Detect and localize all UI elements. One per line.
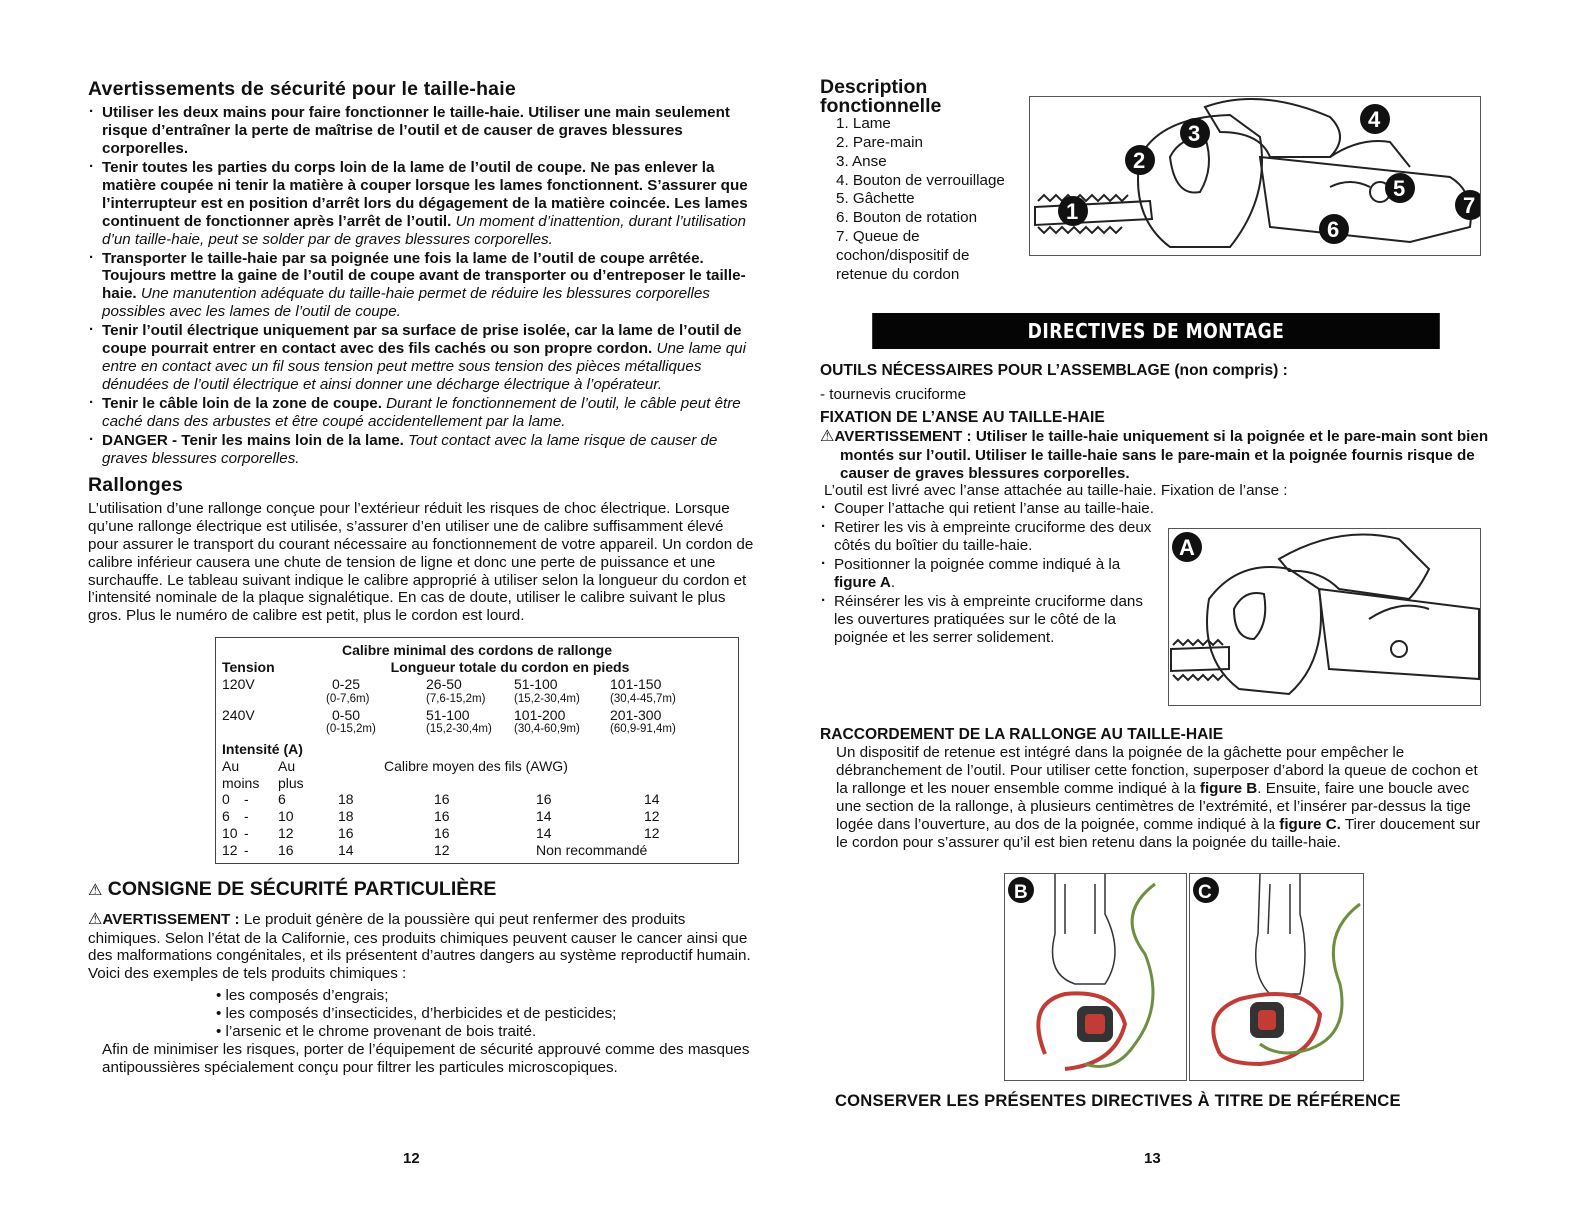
tension-label: Tension xyxy=(222,659,275,676)
description-title-line2: fonctionnelle xyxy=(820,94,942,117)
table-cell: 0-25 xyxy=(332,675,361,692)
raccordement-text-2: . Ensuite, faire une boucle avec une section de la rallonge, à plusieurs centimètres de l’extrémité, et l’insérer par-dessus la tige logée dans l’ouverture, au dos de la poignée, comme indiqué à la xyxy=(836,780,1471,834)
figure-a-label: A xyxy=(1179,535,1195,560)
table-cell: 0 xyxy=(222,791,230,808)
callout-2-label: 2 xyxy=(1133,148,1146,173)
table-row xyxy=(220,659,734,676)
table-cell: 14 xyxy=(536,808,552,825)
list-item: · Retirer les vis à empreinte cruciforme des deux côtés du boîtier du taille-haie. xyxy=(820,519,1160,555)
fixation-steps xyxy=(820,500,1160,647)
cord-table-grid xyxy=(220,659,734,859)
figure-c-label: C xyxy=(1198,882,1212,903)
rallonges-text: L’utilisation d’une rallonge conçue pour l’extérieur réduit les risques de choc électrique. Lorsque qu’une rallonge électrique est utilisée, s’assurer d’en utiliser une de calibre suffisamment élevé pour assurer le transport du courant nécessaire au fonctionnement de votre appareil. Un cordon de calibre inférieur causera une chute de tension de ligne et donc une perte de puissance et une surchauffe. Le tableau suivant indique le calibre approprié à utiliser selon la longueur du cordon et l’intensité nominale de la plaque signalétique. En cas de doute, utiliser le calibre suivant le plus gros. Plus le numéro de calibre est petit, plus le cordon est lourd. xyxy=(88,499,754,625)
rallonges-title: Rallonges xyxy=(88,473,183,496)
table-cell: 12 xyxy=(278,825,294,842)
figure-b xyxy=(1004,873,1187,1081)
table-cell: (60,9-91,4m) xyxy=(610,723,676,736)
table-cell: 12 xyxy=(434,841,450,858)
table-cell: 18 xyxy=(338,808,354,825)
table-cell: 16 xyxy=(536,791,552,808)
list-item: 2. Pare-main xyxy=(836,133,923,151)
safety-title: Avertissements de sécurité pour le taille-haie xyxy=(88,78,516,100)
fixation-title: FIXATION DE L’ANSE AU TAILLE-HAIE xyxy=(820,409,1105,427)
list-item: 6. Bouton de rotation xyxy=(836,209,978,227)
callout-1-label: 1 xyxy=(1066,199,1079,224)
table-cell: 101-150 xyxy=(610,675,662,692)
safety-item-italic: Une manutention adéquate du taille-haie permet de réduire les blessures corporelles possibles avec les lames de l’outil de coupe. xyxy=(102,285,710,321)
table-row xyxy=(220,693,734,707)
consigne-title: CONSIGNE DE SÉCURITÉ PARTICULIÈRE xyxy=(107,877,497,900)
figure-a-illustration xyxy=(1169,529,1481,706)
intensity-label: Intensité (A) xyxy=(222,741,303,758)
table-cell: 14 xyxy=(536,825,552,842)
table-row: 0 - 6 18 16 16 14 xyxy=(220,791,734,808)
table-cell: 16 xyxy=(434,825,450,842)
list-item: 7. Queue de cochon/dispositif de retenue du cordon xyxy=(836,228,970,283)
table-cell: (15,2-30,4m) xyxy=(514,692,580,705)
list-item: • les composés d’insecticides, d’herbicides et de pesticides; xyxy=(216,1005,756,1023)
safety-item xyxy=(88,395,756,431)
table-cell: 101-200 xyxy=(514,706,566,723)
table-row xyxy=(220,758,734,792)
table-row: 10 - 12 16 16 14 12 xyxy=(220,825,734,842)
montage-banner: DIRECTIVES DE MONTAGE xyxy=(872,313,1440,349)
table-cell: 18 xyxy=(338,791,354,808)
closing-notice: CONSERVER LES PRÉSENTES DIRECTIVES À TITRE DE RÉFÉRENCE xyxy=(835,1091,1401,1110)
table-cell: 51-100 xyxy=(426,706,470,723)
safety-item-bold: Tenir toutes les parties du corps loin de la lame de l’outil de coupe. Ne pas enlever la matière coupée ni tenir la matière à couper lorsque les lames fonctionnent. S’assurer que l’interrupteur est en position d’arrêt lors du dégagement de la matière coincée. Les lames continuent de fonctionner après l’arrêt de l’outil. xyxy=(102,158,748,230)
cord-gauge-table xyxy=(215,637,739,863)
safety-list xyxy=(88,104,756,468)
voltage-120: 120V xyxy=(222,675,255,692)
left-page xyxy=(88,78,756,1077)
callout-5-label: 5 xyxy=(1393,176,1406,201)
figure-a-ref: figure A xyxy=(834,574,891,592)
length-label: Longueur totale du cordon en pieds xyxy=(390,659,630,676)
warning-triangle-icon: ⚠ xyxy=(820,427,835,445)
table-row xyxy=(220,707,734,724)
table-cell: 0-50 xyxy=(332,706,361,723)
safety-item-bold: DANGER - Tenir les mains loin de la lame. xyxy=(102,431,404,449)
raccordement-text-1: Un dispositif de retenue est intégré dans la poignée de la gâchette pour empêcher le débranchement de l’outil. Pour utiliser cette fonction, superposer d’abord la queue de cochon et la rallonge et les nouer ensemble comme indiqué à la xyxy=(836,744,1478,798)
list-item: • l’arsenic et le chrome provenant de bois traité. xyxy=(216,1023,756,1041)
consigne-heading xyxy=(88,878,756,901)
figure-a xyxy=(1168,528,1481,706)
figure-c-ref: figure C. xyxy=(1279,816,1341,834)
table-row xyxy=(220,737,734,758)
figure-b-ref: figure B xyxy=(1199,780,1258,798)
list-item: · Couper l’attache qui retient l’anse au taille-haie. xyxy=(820,500,1160,518)
table-cell: (30,4-45,7m) xyxy=(610,692,676,705)
table-cell: 10 xyxy=(278,808,294,825)
table-cell: (30,4-60,9m) xyxy=(514,723,580,736)
callout-3-label: 3 xyxy=(1188,121,1201,146)
callout-6-label: 6 xyxy=(1327,217,1340,242)
table-row: 12 - 16 14 12 Non recommandé xyxy=(220,842,734,859)
figure-c-illustration xyxy=(1190,874,1364,1081)
safety-item-italic: Tout contact avec la lame risque de causer de graves blessures corporelles. xyxy=(102,431,718,467)
table-row: 6 - 10 18 16 14 12 xyxy=(220,808,734,825)
page-number-left: 12 xyxy=(403,1150,420,1167)
list-item: 3. Anse xyxy=(836,152,887,170)
table-cell: 6 xyxy=(278,791,286,808)
safety-item xyxy=(88,250,756,322)
safety-item xyxy=(88,432,756,468)
figure-b-illustration xyxy=(1005,874,1187,1081)
safety-item-italic: Un moment d’inattention, durant l’utilisation d’un taille-haie, peut se solder par de graves blessures corporelles. xyxy=(102,212,747,248)
fixation-warn-text: AVERTISSEMENT : Utiliser le taille-haie uniquement si la poignée et le pare-main sont bien montés sur l’outil. Utiliser le taille-haie sans le pare-main et la poignée fournis risque de causer de graves blessures corporelles. xyxy=(834,427,1489,482)
page-number-right: 13 xyxy=(1144,1150,1161,1167)
consigne-warn-label: AVERTISSEMENT : xyxy=(102,910,240,928)
safety-item-bold: Tenir l’outil électrique uniquement par sa surface de prise isolée, car la lame de l’outil de coupe pourrait entrer en contact avec des fils cachés ou son propre cordon. xyxy=(102,322,742,358)
outils-title: OUTILS NÉCESSAIRES POUR L’ASSEMBLAGE (non compris) : xyxy=(820,362,1288,379)
list-item: • les composés d’engrais; xyxy=(216,987,756,1005)
list-item: 4. Bouton de verrouillage xyxy=(836,171,1005,189)
table-cell: 14 xyxy=(338,841,354,858)
callout-7-label: 7 xyxy=(1463,193,1476,218)
au-moins-au-plus xyxy=(220,758,324,792)
warning-triangle-icon: ⚠ xyxy=(88,881,103,899)
list-item: · Réinsérer les vis à empreinte cruciforme dans les ouvertures pratiquées sur le côté de la poignée et les serrer solidement. xyxy=(820,593,1160,647)
table-cell: Non recommandé xyxy=(536,841,648,858)
table-cell: 26-50 xyxy=(426,675,462,692)
raccordement-section xyxy=(820,726,1492,852)
table-cell: 10 xyxy=(222,825,238,842)
consigne-text xyxy=(88,911,756,984)
raccordement-text xyxy=(820,744,1492,852)
description-title-line1: Description xyxy=(820,76,928,98)
table-cell: 12 xyxy=(644,825,660,842)
table-row xyxy=(220,676,734,693)
list-item: · Positionner la poignée comme indiqué à la figure A. xyxy=(820,556,1160,592)
consigne-body: Le produit génère de la poussière qui peut renfermer des produits chimiques. Selon l’état de la Californie, ces produits chimiques peuvent causer le cancer ainsi que des malformations congénitales, et ils présentent d’autres dangers au système reproductif humain. Voici des exemples de tels produits chimiques : xyxy=(88,910,751,983)
safety-item-italic: Une lame qui entre en contact avec un fil sous tension peut mettre sous tension des pièces métalliques dénudées de l’outil électrique et ainsi donner une décharge électrique à l’opérateur. xyxy=(102,340,746,394)
raccordement-title: RACCORDEMENT DE LA RALLONGE AU TAILLE-HAIE xyxy=(820,726,1224,743)
table-cell: 12 xyxy=(644,808,660,825)
table-cell: (7,6-15,2m) xyxy=(426,692,486,705)
table-cell: 14 xyxy=(644,791,660,808)
table-cell: 16 xyxy=(278,841,294,858)
hedge-trimmer-figure xyxy=(1029,96,1481,256)
outils-item: - tournevis cruciforme xyxy=(820,386,967,404)
step-text: Positionner la poignée comme indiqué à la xyxy=(834,556,1121,574)
list-item: 5. Gâchette xyxy=(836,190,915,208)
table-cell: 12 xyxy=(222,841,238,858)
table-row xyxy=(220,723,734,737)
table-cell: (0-7,6m) xyxy=(326,692,370,705)
callout-4-label: 4 xyxy=(1368,107,1381,132)
description-list xyxy=(836,115,1016,285)
safety-item xyxy=(88,104,756,158)
voltage-240: 240V xyxy=(222,706,255,723)
list-item: 1. Lame xyxy=(836,115,891,133)
safety-item-bold: Transporter le taille-haie par sa poignée une fois la lame de l’outil de coupe arrêtée. Toujours mettre la gaine de l’outil de coupe avant de transporter ou d’entreposer le taille-haie. xyxy=(102,249,746,303)
table-cell: 51-100 xyxy=(514,675,558,692)
au-plus-label: Au plus xyxy=(278,757,304,791)
safety-item-bold: Tenir le câble loin de la zone de coupe. xyxy=(102,395,382,412)
consigne-list xyxy=(216,987,756,1041)
figure-c xyxy=(1189,873,1364,1081)
table-cell: 16 xyxy=(434,808,450,825)
table-cell: (15,2-30,4m) xyxy=(426,723,492,736)
table-cell: 6 xyxy=(222,808,230,825)
fixation-intro: L’outil est livré avec l’anse attachée au taille-haie. Fixation de l’anse : xyxy=(824,482,1288,500)
table-cell: 201-300 xyxy=(610,706,662,723)
cord-table-title: Calibre minimal des cordons de rallonge xyxy=(342,642,612,659)
figure-b-label: B xyxy=(1014,882,1028,903)
au-moins-label: Au moins xyxy=(222,757,260,791)
warning-triangle-icon: ⚠ xyxy=(88,910,103,928)
fixation-warning xyxy=(820,428,1490,483)
hedge-trimmer-illustration xyxy=(1030,97,1481,256)
safety-item-bold: Utiliser les deux mains pour faire fonctionner le taille-haie. Utiliser une main seulement risque d’entraîner la perte de maîtrise de l’outil et de causer de graves blessures corporelles. xyxy=(102,104,730,157)
table-cell: 16 xyxy=(338,825,354,842)
safety-item xyxy=(88,159,756,249)
table-cell: (0-15,2m) xyxy=(326,723,376,736)
awg-label: Calibre moyen des fils (AWG) xyxy=(384,757,568,774)
safety-item-italic: Durant le fonctionnement de l’outil, le câble peut être caché dans des arbustes et être coupé accidentellement par la lame. xyxy=(102,395,741,430)
table-cell: 16 xyxy=(434,791,450,808)
consigne-closing: Afin de minimiser les risques, porter de l’équipement de sécurité approuvé comme des masques antipoussières spécialement conçu pour filtrer les particules microscopiques. xyxy=(102,1041,750,1077)
safety-item xyxy=(88,322,756,394)
raccordement-text-3: Tirer doucement sur le cordon pour s’assurer qu’il est bien retenu dans la poignée du taille-haie. xyxy=(836,816,1481,852)
